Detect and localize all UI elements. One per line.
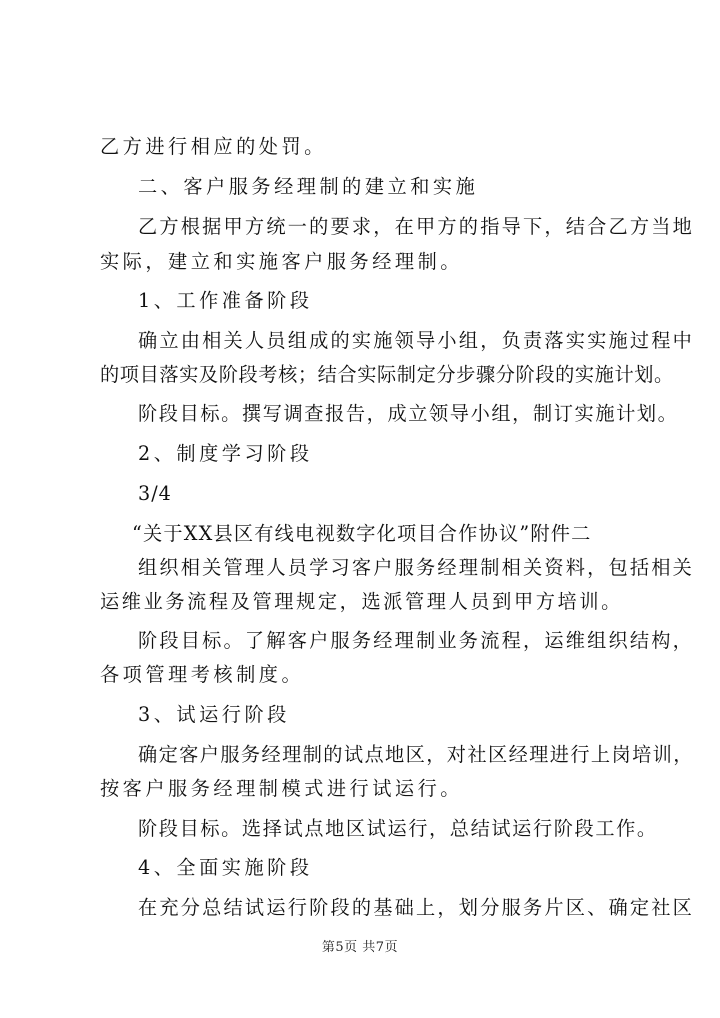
subsection-heading: 2、制度学习阶段: [138, 442, 313, 465]
text-line: 乙方根据甲方统一的要求，在甲方的指导下，结合乙方当地: [138, 215, 695, 238]
text-line: 各项管理考核制度。: [100, 663, 305, 686]
section-heading: 二、客户服务经理制的建立和实施: [138, 175, 479, 198]
text-line: 确立由相关人员组成的实施领导小组，负责落实实施过程中: [138, 329, 695, 352]
text-line: 按客户服务经理制模式进行试运行。: [100, 777, 463, 800]
text-line: 确定客户服务经理制的试点地区，对社区经理进行上岗培训，: [138, 743, 694, 766]
subsection-heading: 3、试运行阶段: [138, 703, 290, 726]
text-line: 的项目落实及阶段考核；结合实际制定分步骤分阶段的实施计划。: [100, 363, 674, 386]
text-line: 运维业务流程及管理规定，选派管理人员到甲方培训。: [100, 590, 623, 613]
text-line: 阶段目标。选择试点地区试运行，总结试运行阶段工作。: [138, 817, 658, 840]
text-line: 组织相关管理人员学习客户服务经理制相关资料，包括相关: [138, 556, 695, 579]
page-fraction: 3/4: [138, 482, 172, 505]
text-line: 乙方进行相应的处罚。: [100, 135, 327, 158]
text-line: 阶段目标。了解客户服务经理制业务流程，运维组织结构，: [138, 629, 695, 652]
text-line: 在充分总结试运行阶段的基础上，划分服务片区、确定社区: [138, 896, 695, 919]
document-reference: “关于XX县区有线电视数字化项目合作协议”附件二: [132, 522, 592, 545]
text-line: 实际，建立和实施客户服务经理制。: [100, 250, 463, 273]
text-line: 阶段目标。撰写调查报告，成立领导小组，制订实施计划。: [138, 402, 679, 425]
subsection-heading: 1、工作准备阶段: [138, 289, 313, 312]
subsection-heading: 4、全面实施阶段: [138, 856, 313, 879]
page-footer: 第5页 共7页: [321, 940, 399, 955]
